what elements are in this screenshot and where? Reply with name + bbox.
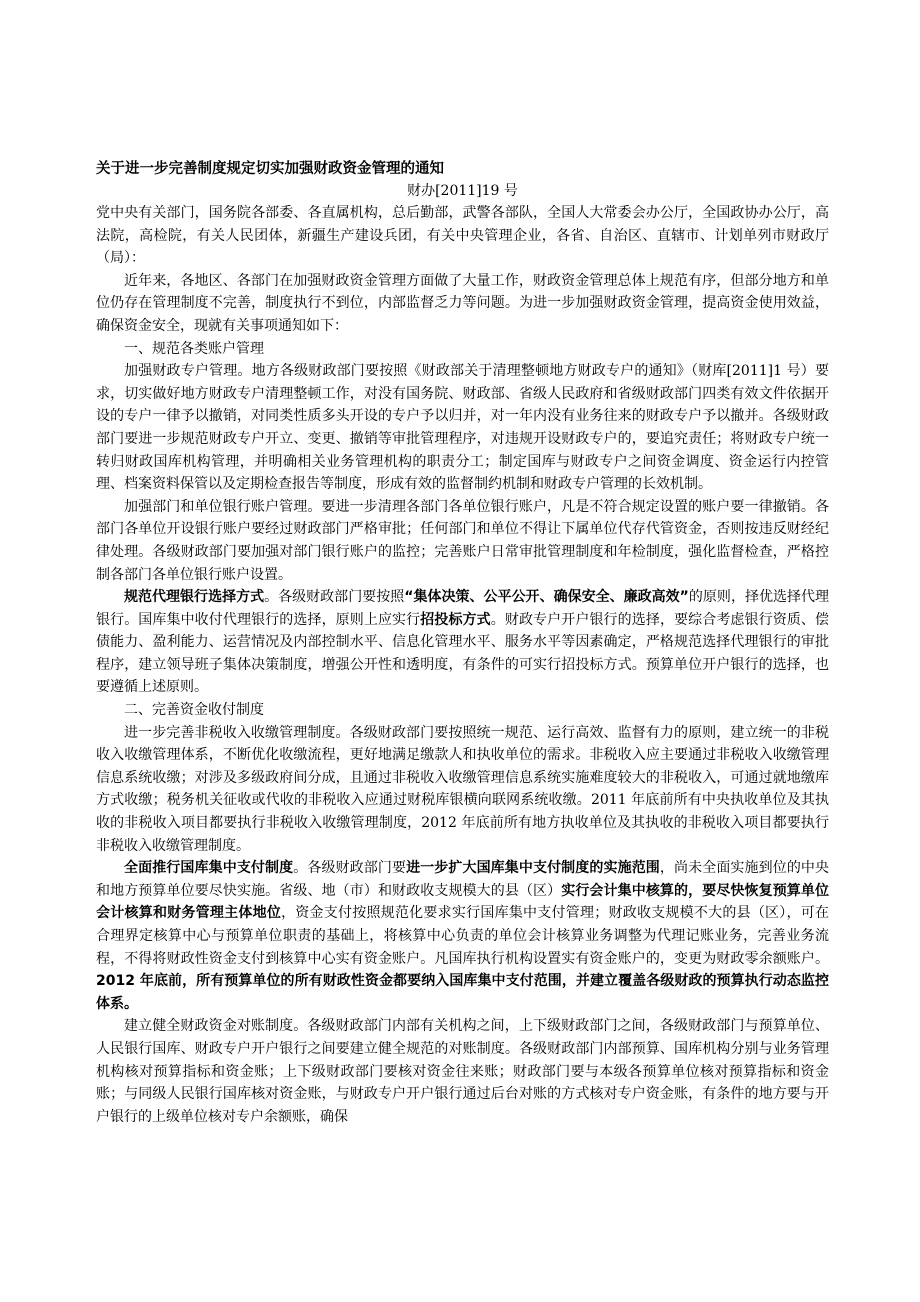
body-text: 。各级财政部门要按照 — [264, 589, 405, 606]
bold-text: 实行会计集中核算的，要尽快恢复预算单位会计核算和财务管理主体地位 — [96, 882, 829, 922]
bold-text: 规范代理银行选择方式 — [124, 589, 265, 606]
section-heading-2: 二、完善资金收付制度 — [124, 702, 264, 719]
bold-text: 全面推行国库集中支付制度 — [124, 860, 294, 877]
section-heading-1: 一、规范各类账户管理 — [124, 340, 264, 357]
notice-document — [96, 158, 829, 1128]
body-text: 的原则，择优选择代理银行。国库集中收付代理银行的选择，原则上应实行 — [96, 589, 830, 628]
body-text: ，尚未全面实施到位的中央和地方预算单位要尽快实施。省级、地（市）和财政收支规模大的县（区） — [96, 860, 830, 899]
paragraph-agent-bank — [96, 586, 829, 699]
document-title: 关于进一步完善制度规定切实加强财政资金管理的通知 — [96, 161, 444, 177]
body-text: ，资金支付按照规范化要求实行国库集中支付管理；财政收支规模不大的县（区），可在合理界定核算中心与预算单位职责的基础上，将核算中心负责的单位会计核算业务调整为代理记账业务，完善业务流程，不得将财政性资金支付到核算中心实有资金账户。凡国库执行机构设置实有资金账户的，变更为财政零余额账户。 — [96, 905, 830, 967]
paragraph-reconciliation: 建立健全财政资金对账制度。各级财政部门内部有关机构之间，上下级财政部门之间，各级财政部门与预算单位、人民银行国库、财政专户开户银行之间要建立健全规范的对账制度。各级财政部门内部预算、国库机构分别与业务管理机构核对预算指标和资金账；上下级财政部门要核对资金往来账；财政部门要与本级各预算单位核对预算指标和资金账；与同级人民银行国库核对资金账，与财政专户开户银行通过后台对账的方式核对专户资金账，有条件的地方要与开户银行的上级单位核对专户余额账，确保 — [96, 1018, 829, 1125]
bold-text: 进一步扩大国库集中支付制度的实施范围 — [406, 860, 660, 877]
paragraph-special-account: 加强财政专户管理。地方各级财政部门要按照《财政部关于清理整顿地方财政专户的通知》（财库[2011]1 号）要求，切实做好地方财政专户清理整顿工作，对没有国务院、财政部、省级人民政府和省级财政部门四类有效文件依据开设的专户一律予以撤销，对同类性质多头开设的专户予以归并，对一年内没有业务往来的财政专户予以撤并。各级财政部门要进一步规范财政专户开立、变更、撤销等审批管理程序，对违规开设财政专户的，要追究责任；将财政专户统一转归财政国库机构管理，并明确相关业务管理机构的职责分工；制定国库与财政专户之间资金调度、资金运行内控管理、档案资料保管以及定期检查报告等制度，形成有效的监督制约机制和财政专户管理的长效机制。 — [96, 363, 829, 493]
paragraph-non-tax-revenue: 进一步完善非税收入收缴管理制度。各级财政部门要按照统一规范、运行高效、监督有力的原则，建立统一的非税收入收缴管理体系，不断优化收缴流程，更好地满足缴款人和执收单位的需求。非税收入应主要通过非税收入收缴管理信息系统收缴；对涉及多级政府间分成，且通过非税收入收缴管理信息系统实施难度较大的非税收入，可通过就地缴库方式收缴；税务机关征收或代收的非税收入应通过财税库银横向联网系统收缴。2011 年底前所有中央执收单位及其执收的非税收入项目都要执行非税收入收缴管理制度，2012 年底前所有地方执收单位及其执收的非税收入项目都要执行非税收入收缴管理制度。 — [96, 724, 829, 854]
bold-text: 招投标方式 — [420, 611, 491, 628]
intro-paragraph: 近年来，各地区、各部门在加强财政资金管理方面做了大量工作，财政资金管理总体上规范有序，但部分地方和单位仍存在管理制度不完善，制度执行不到位，内部监督乏力等问题。为进一步加强财政资金管理，提高资金使用效益，确保资金安全，现就有关事项通知如下： — [96, 272, 829, 334]
body-text: 。各级财政部门要 — [293, 860, 407, 877]
addressees: 党中央有关部门，国务院各部委、各直属机构，总后勤部，武警各部队，全国人大常委会办公厅，全国政协办公厅，高法院，高检院，有关人民团体，新疆生产建设兵团，有关中央管理企业，各省、自治区、直辖市、计划单列市财政厅（局）： — [96, 205, 829, 267]
paragraph-bank-account: 加强部门和单位银行账户管理。要进一步清理各部门各单位银行账户，凡是不符合规定设置的账户要一律撤销。各部门各单位开设银行账户要经过财政部门严格审批；任何部门和单位不得让下属单位代存代管资金，否则按违反财经纪律处理。各级财政部门要加强对部门银行账户的监控；完善账户日常审批管理制度和年检制度，强化监督检查，严格控制各部门各单位银行账户设置。 — [96, 498, 829, 583]
bold-text: “集体决策、公平公开、确保安全、廉政高效” — [404, 589, 689, 606]
paragraph-treasury-payment — [96, 857, 829, 1015]
bold-text: 2012 年底前，所有预算单位的所有财政性资金都要纳入国库集中支付范围，并建立覆盖各级财政的预算执行动态监控体系。 — [96, 973, 829, 1012]
document-number: 财办[2011]19 号 — [407, 183, 518, 199]
body-text: 。财政专户开户银行的选择，要综合考虑银行资质、偿债能力、盈利能力、运营情况及内部控制水平、信息化管理水平、服务水平等因素确定，严格规范选择代理银行的审批程序，建立领导班子集体决策制度，增强公开性和透明度，有条件的可实行招投标方式。预算单位开户银行的选择，也要遵循上述原则。 — [96, 611, 830, 696]
